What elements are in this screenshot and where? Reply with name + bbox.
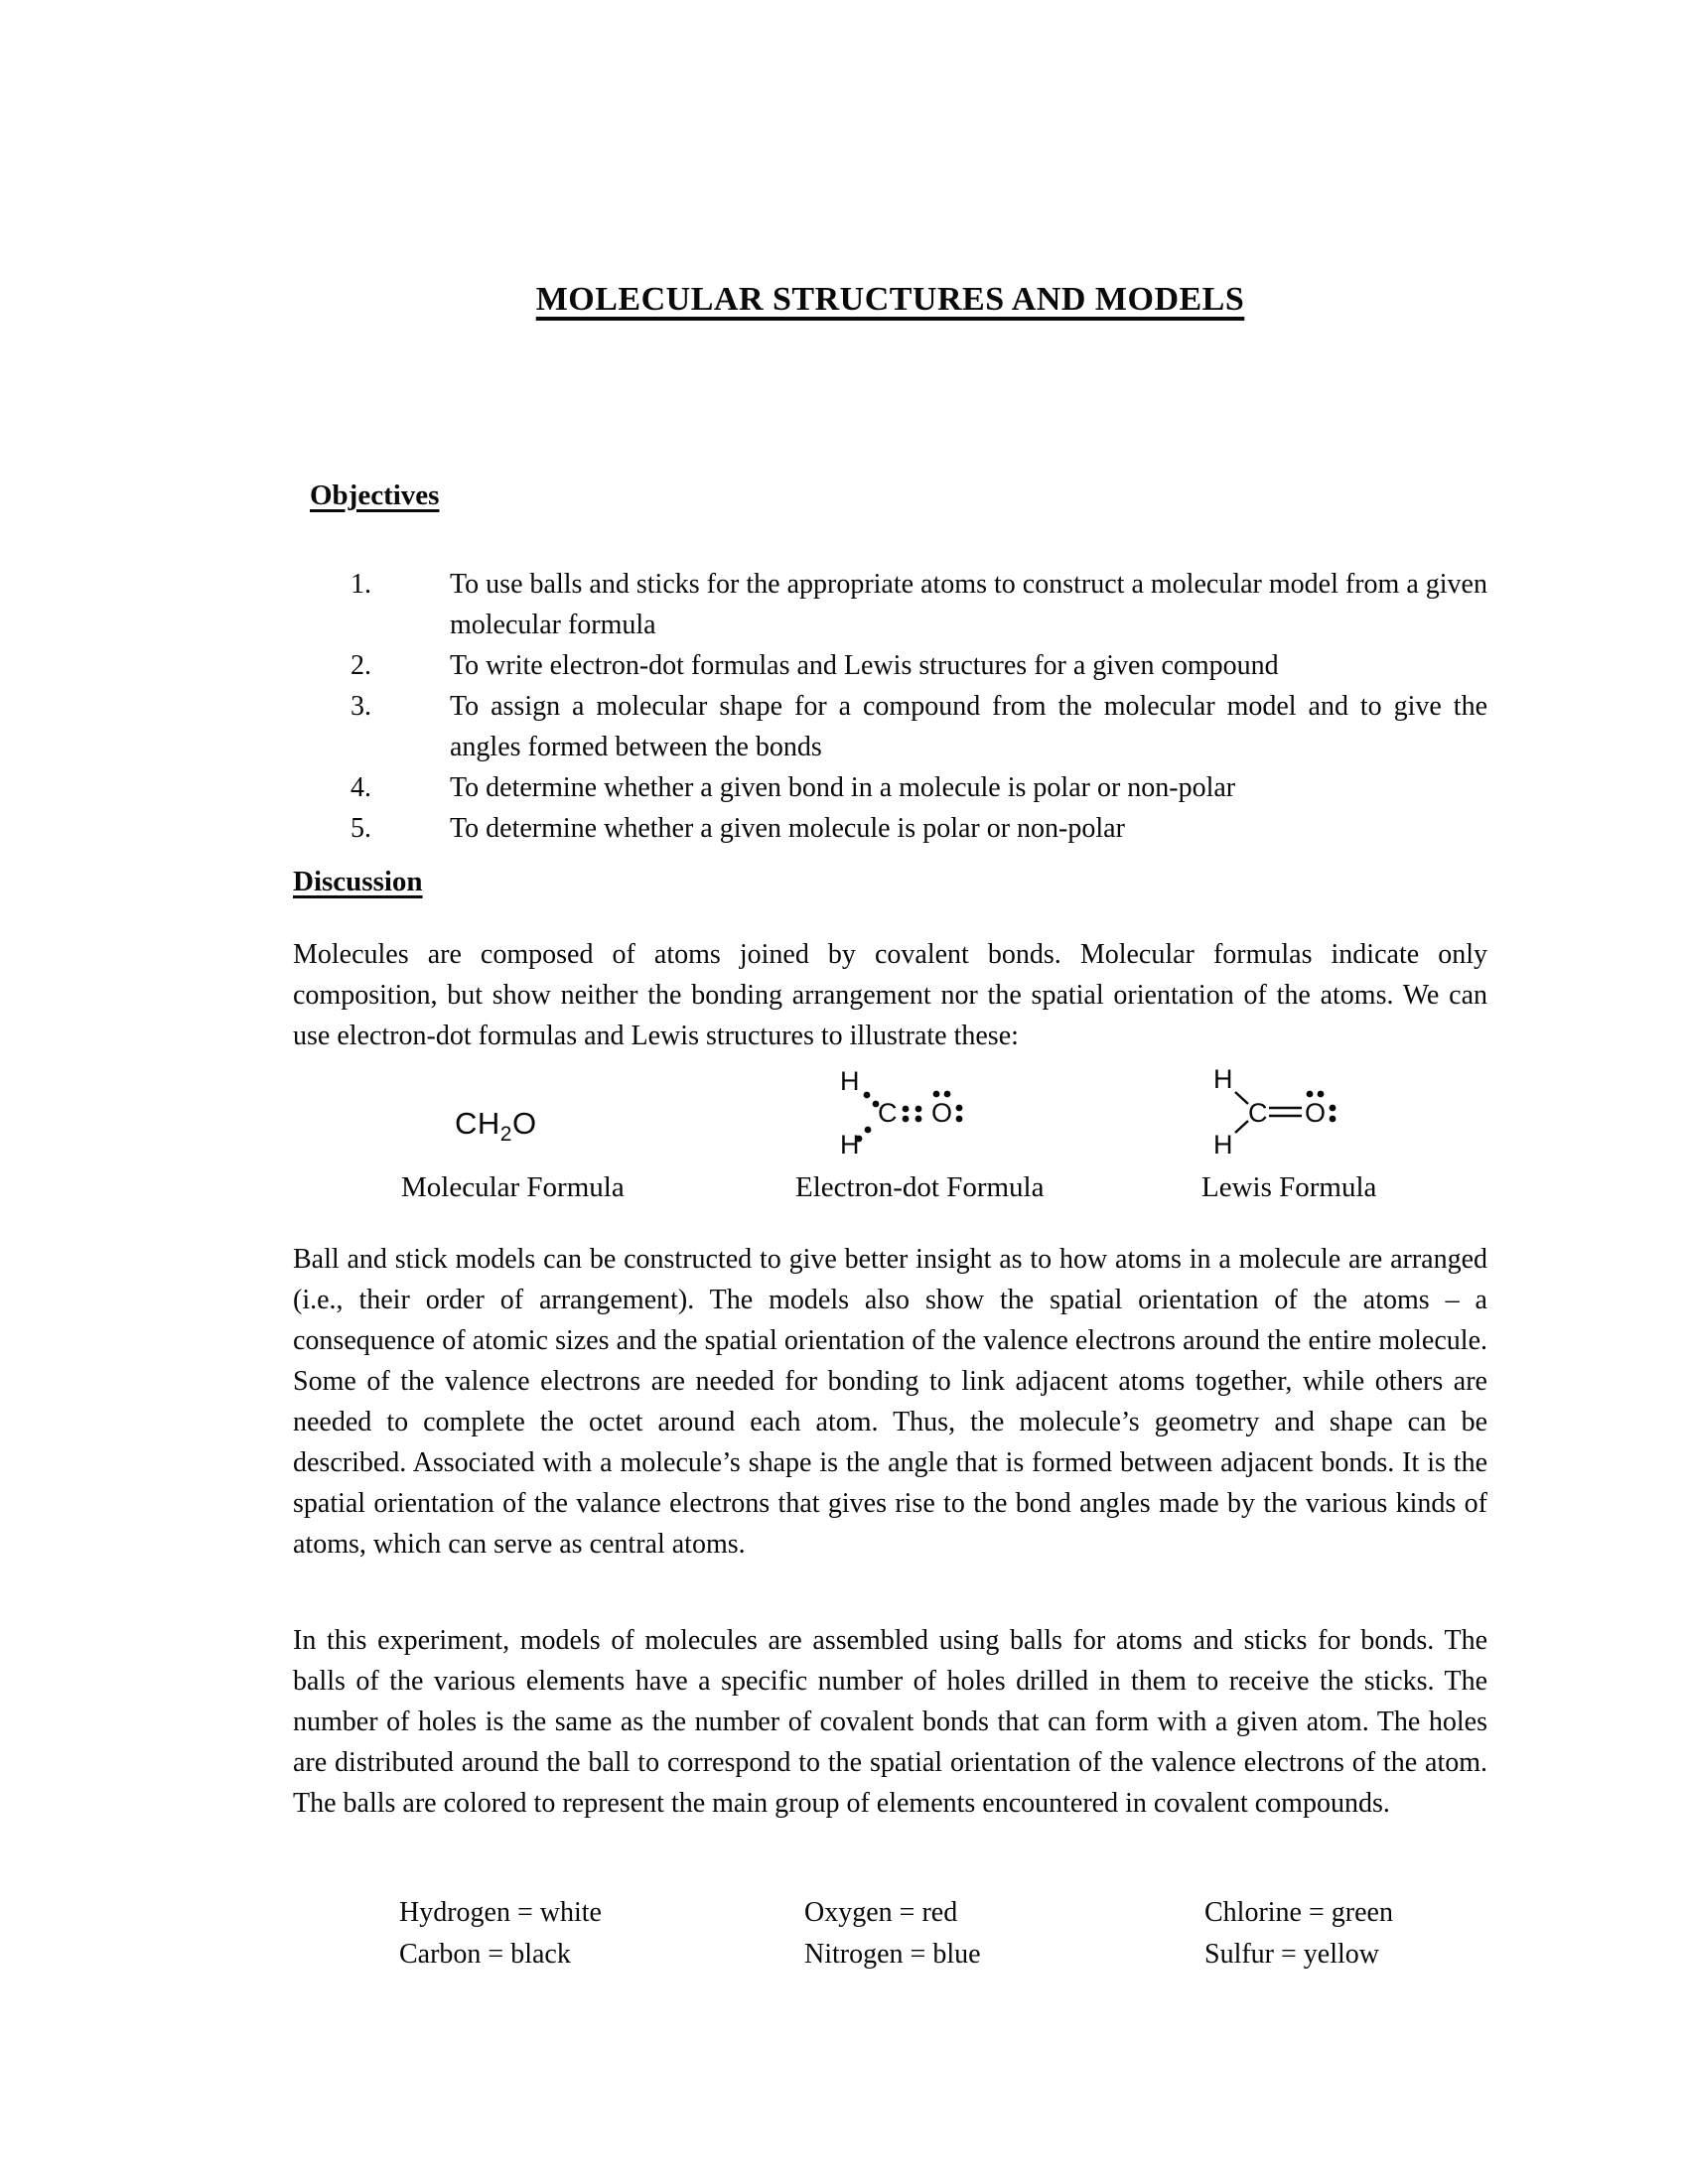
color-legend-column-2 — [804, 1892, 981, 1976]
oxygen-lone-pair-right — [956, 1105, 963, 1123]
molecular-formula-subscript: 2 — [499, 1123, 512, 1147]
objective-number: 2. — [351, 650, 371, 681]
electron-dot — [956, 1116, 963, 1123]
oxygen-lone-pair-top — [933, 1091, 951, 1098]
objectives-list — [293, 564, 1487, 849]
discussion-paragraph-1: Molecules are composed of atoms joined by covalent bonds. Molecular formulas indicate only composition, but show neither the bonding arrangement nor the spatial orientation of the atoms. We can use electron-dot formulas and Lewis structures to illustrate these: — [293, 939, 1487, 1051]
objective-number: 3. — [351, 691, 371, 722]
electron-dot — [915, 1106, 922, 1113]
oxygen-atom-label: O — [1305, 1098, 1327, 1128]
lewis-formula-caption: Lewis Formula — [1201, 1171, 1377, 1203]
electron-dot — [933, 1091, 940, 1098]
oxygen-lone-pair-right — [1330, 1105, 1336, 1123]
color-legend-column-3 — [1204, 1892, 1393, 1976]
legend-entry-nitrogen: Nitrogen = blue — [804, 1939, 981, 1970]
carbon-atom-label: C — [1248, 1098, 1268, 1128]
discussion-paragraph-3: In this experiment, models of molecules are assembled using balls for atoms and sticks for bonds. The balls of the various elements have a specific number of holes drilled in them to receive the sticks. The number of holes is the same as the number of covalent bonds that can form with a given atom. The holes are distributed around the ball to correspond to the spatial orientation of the valence electrons of the atom. The balls are colored to represent the main group of elements encountered in covalent compounds. — [293, 1625, 1487, 1819]
discussion-paragraph-2: Ball and stick models can be constructed to give better insight as to how atoms in a molecule are arranged (i.e., their order of arrangement). The models also show the spatial orientation of the atoms – a consequence of atomic sizes and the spatial orientation of the valence electrons around the entire molecule. Some of the valence electrons are needed for bonding to link adjacent atoms together, while others are needed to complete the octet around each atom. Thus, the molecule’s geometry and shape can be described. Associated with a molecule’s shape is the angle that is formed between adjacent bonds. It is the spatial orientation of the valance electrons that gives rise to the bond angles made by the various kinds of atoms, which can serve as central atoms. — [293, 1244, 1487, 1560]
electron-dot — [864, 1092, 871, 1099]
electron-dot — [865, 1127, 872, 1134]
electron-dot-formula-caption: Electron-dot Formula — [795, 1171, 1045, 1203]
single-bond-line — [1235, 1092, 1248, 1104]
molecular-formula-text — [455, 1106, 537, 1147]
legend-entry-sulfur: Sulfur = yellow — [1204, 1939, 1379, 1970]
electron-dot — [1330, 1116, 1336, 1123]
objective-text: To determine whether a given molecule is polar or non-polar — [450, 813, 1125, 844]
hydrogen-atom-label: H — [840, 1066, 860, 1096]
discussion-heading: Discussion — [293, 866, 423, 897]
objective-text: To use balls and sticks for the appropriate atoms to construct a molecular model from a given molecular formula — [450, 569, 1487, 640]
legend-entry-chlorine: Chlorine = green — [1204, 1897, 1393, 1928]
single-bond-line — [1235, 1121, 1248, 1133]
objective-text: To determine whether a given bond in a molecule is polar or non-polar — [450, 772, 1236, 803]
oxygen-lone-pair-top — [1307, 1091, 1325, 1098]
color-legend-column-1 — [399, 1892, 602, 1976]
objective-item-1 — [293, 564, 1487, 645]
electron-dot-structure — [812, 1048, 986, 1162]
electron-dot — [1307, 1091, 1314, 1098]
electron-dot — [903, 1106, 910, 1113]
legend-entry-carbon: Carbon = black — [399, 1939, 571, 1970]
oxygen-atom-label: O — [931, 1098, 953, 1128]
electron-dot — [903, 1116, 910, 1123]
carbon-atom-label: C — [878, 1098, 898, 1128]
objective-item-2 — [293, 645, 1487, 686]
hydrogen-atom-label: H — [840, 1130, 860, 1160]
hydrogen-atom-label: H — [1213, 1064, 1233, 1094]
objective-number: 5. — [351, 813, 371, 844]
electron-dot — [956, 1105, 963, 1112]
electron-dot — [915, 1116, 922, 1123]
molecular-formula-caption: Molecular Formula — [401, 1171, 625, 1203]
electron-dot — [1330, 1105, 1336, 1112]
electron-dot — [1318, 1091, 1325, 1098]
molecular-formula-suffix: O — [511, 1106, 537, 1141]
legend-entry-oxygen: Oxygen = red — [804, 1897, 958, 1928]
lewis-structure — [1195, 1048, 1373, 1162]
double-bond-electron-dots — [903, 1106, 922, 1123]
objective-item-5 — [293, 808, 1487, 849]
hydrogen-atom-label: H — [1213, 1130, 1233, 1160]
legend-entry-hydrogen: Hydrogen = white — [399, 1897, 602, 1928]
electron-dot — [944, 1091, 951, 1098]
objectives-heading: Objectives — [310, 479, 440, 511]
page-title: MOLECULAR STRUCTURES AND MODELS — [535, 281, 1245, 318]
objective-text: To assign a molecular shape for a compound from the molecular model and to give the angles formed between the bonds — [450, 691, 1487, 762]
objective-number: 1. — [351, 569, 371, 600]
objective-number: 4. — [351, 772, 371, 803]
objective-text: To write electron-dot formulas and Lewis structures for a given compound — [450, 650, 1279, 681]
objective-item-4 — [293, 767, 1487, 808]
molecular-formula-prefix: CH — [455, 1106, 500, 1141]
objective-item-3 — [293, 686, 1487, 767]
